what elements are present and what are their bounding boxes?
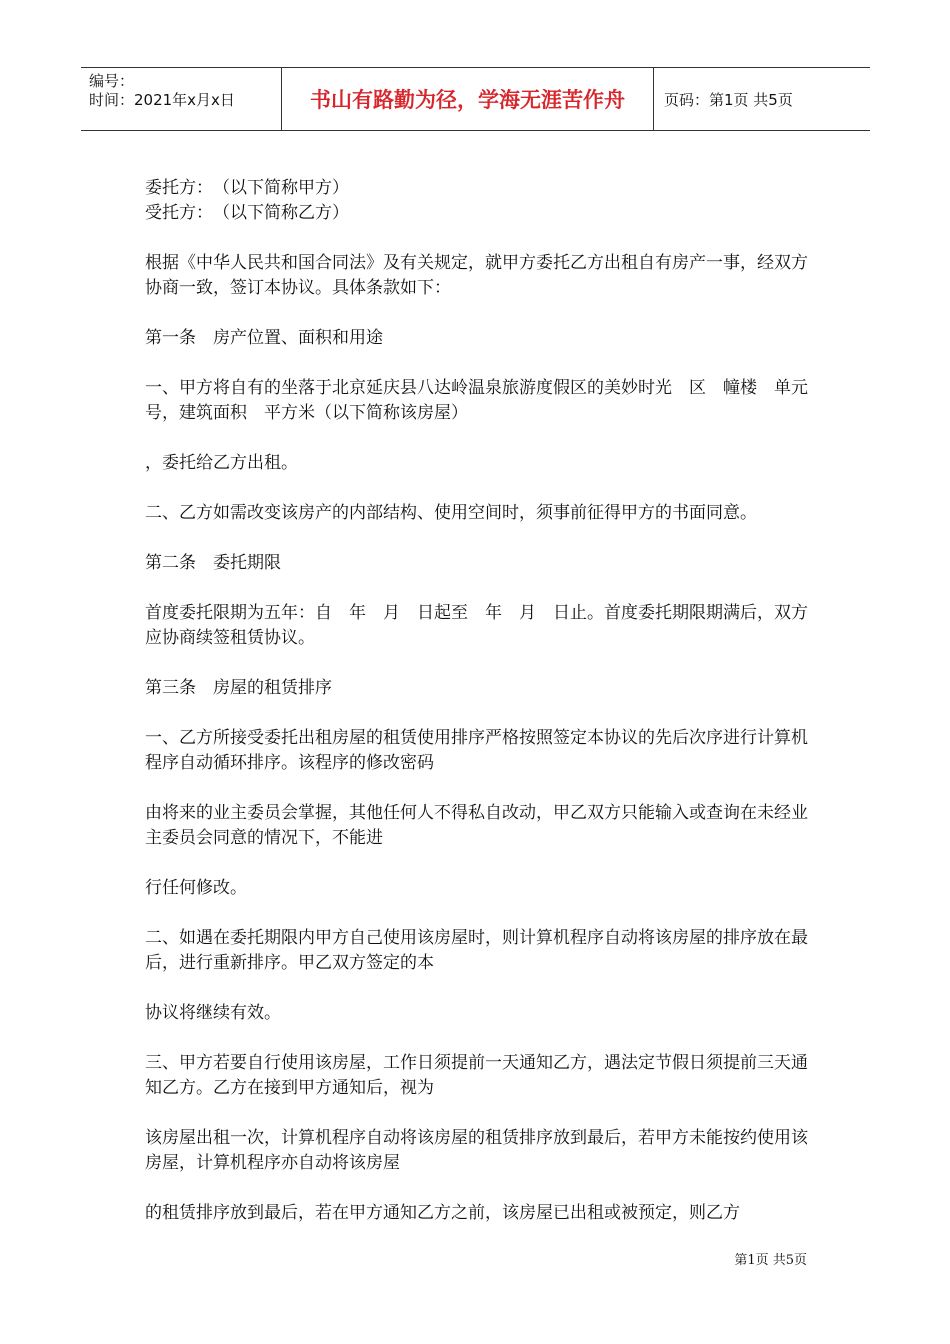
article-3-heading: 第三条 房屋的租赁排序	[145, 678, 332, 698]
article-3-clause-3-more: 的租赁排序放到最后，若在甲方通知乙方之前，该房屋已出租或被预定，则乙方	[145, 1203, 740, 1223]
article-3-clause-3-cont: 该房屋出租一次，计算机程序自动将该房屋的租赁排序放到最后，若甲方未能按约使用该房屋，计算机程序亦自动将该房屋	[145, 1128, 808, 1173]
header-page-info: 页码：第1页 共5页	[664, 90, 793, 109]
preamble-paragraph: 根据《中华人民共和国合同法》及有关规定，就甲方委托乙方出租自有房产一事，经双方协商一致，签订本协议。具体条款如下：	[145, 253, 808, 298]
article-1-clause-1-cont: ，委托给乙方出租。	[145, 453, 298, 473]
article-3-clause-1-cont: 由将来的业主委员会掌握，其他任何人不得私自改动，甲乙双方只能输入或查询在未经业主委员会同意的情况下，不能进	[145, 803, 808, 848]
document-number-label: 编号：	[89, 72, 135, 90]
page-header	[81, 67, 870, 131]
article-3-clause-2: 二、如遇在委托期限内甲方自己使用该房屋时，则计算机程序自动将该房屋的排序放在最后，进行重新排序。甲乙双方签定的本	[145, 928, 808, 973]
header-meta	[81, 68, 282, 130]
article-3-clause-1: 一、乙方所接受委托出租房屋的租赁使用排序严格按照签定本协议的先后次序进行计算机程序自动循环排序。该程序的修改密码	[145, 728, 808, 773]
article-3-clause-1-end: 行任何修改。	[145, 878, 247, 898]
article-1-heading: 第一条 房产位置、面积和用途	[145, 328, 383, 348]
header-motto: 书山有路勤为径，学海无涯苦作舟	[282, 68, 654, 130]
party-a-line: 委托方： （以下简称甲方）	[145, 178, 349, 198]
article-3-clause-2-cont: 协议将继续有效。	[145, 1003, 281, 1023]
document-date: 时间：2021年x月x日	[89, 91, 235, 109]
article-3-clause-3: 三、甲方若要自行使用该房屋，工作日须提前一天通知乙方，遇法定节假日须提前三天通知乙方。乙方在接到甲方通知后，视为	[145, 1053, 808, 1098]
party-b-line: 受托方： （以下简称乙方）	[145, 203, 349, 223]
page-footer: 第1页 共5页	[734, 1253, 807, 1268]
article-2-heading: 第二条 委托期限	[145, 553, 281, 573]
article-1-clause-1: 一、甲方将自有的坐落于北京延庆县八达岭温泉旅游度假区的美妙时光 区 幢楼 单元 号，建筑面积 平方米（以下简称该房屋）	[145, 378, 825, 423]
document-body	[145, 176, 825, 1226]
article-1-clause-2: 二、乙方如需改变该房产的内部结构、使用空间时，须事前征得甲方的书面同意。	[145, 503, 757, 523]
article-2-clause: 首度委托限期为五年：自 年 月 日起至 年 月 日止。首度委托期限期满后，双方应协商续签租赁协议。	[145, 603, 808, 648]
